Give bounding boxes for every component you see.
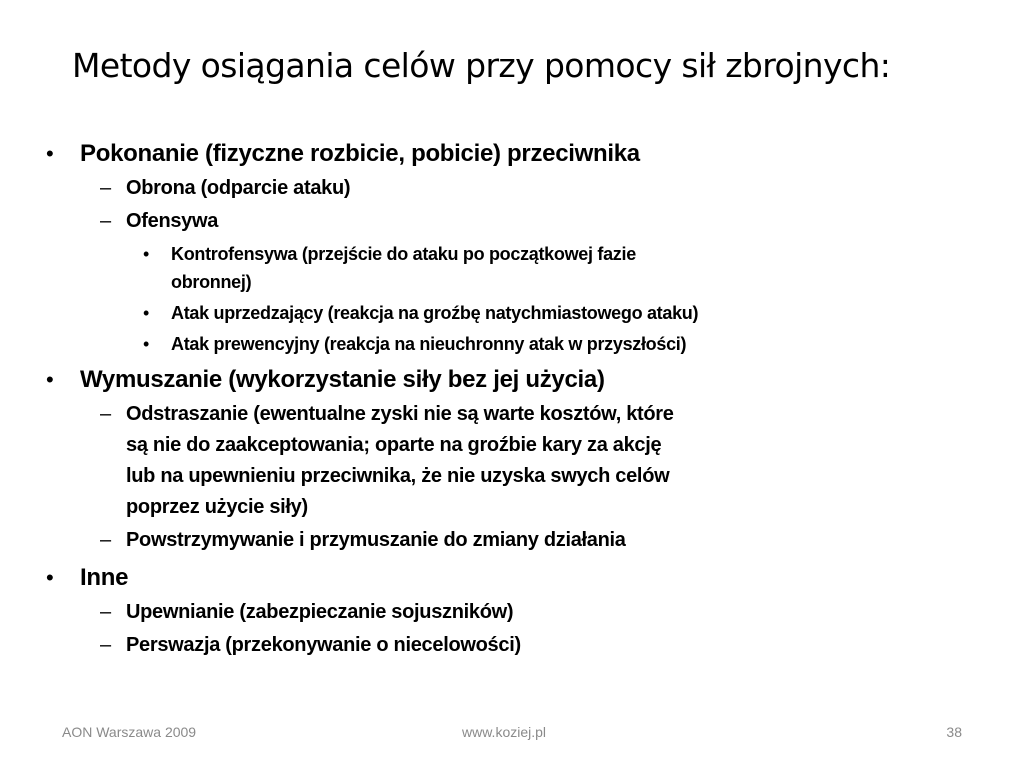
bullet-marker: • (46, 367, 54, 392)
list-item-text: Wymuszanie (wykorzystanie siły bez jej użycia) (80, 366, 605, 393)
list-item-text: Obrona (odparcie ataku) (126, 177, 351, 199)
footer-website: www.koziej.pl (462, 724, 547, 740)
dash-marker: – (100, 529, 111, 551)
slide-number: 38 (946, 724, 962, 740)
bullet-list (40, 132, 980, 661)
list-item-text: poprzez użycie siły) (126, 496, 308, 518)
list-item-text: Atak uprzedzający (reakcja na groźbę natychmiastowego ataku) (171, 303, 699, 323)
dash-marker: – (100, 210, 111, 232)
list-item-text: Powstrzymywanie i przymuszanie do zmiany działania (126, 529, 626, 551)
list-item-level-2 (40, 630, 980, 661)
list-item-level-2 (40, 399, 980, 523)
list-item-level-2 (40, 206, 980, 237)
list-item-text: Atak prewencyjny (reakcja na nieuchronny atak w przyszłości) (171, 334, 687, 354)
list-item-text: są nie do zaakceptowania; oparte na groźbie kary za akcję (126, 434, 662, 456)
dash-marker: – (100, 601, 111, 623)
list-item-text: Perswazja (przekonywanie o niecelowości) (126, 634, 521, 656)
list-item-text: Upewnianie (zabezpieczanie sojuszników) (126, 601, 514, 623)
list-item-text: lub na upewnieniu przeciwnika, że nie uzyska swych celów (126, 465, 670, 487)
bullet-marker: • (143, 303, 150, 323)
list-item-level-3 (40, 330, 980, 358)
list-item-text: Odstraszanie (ewentualne zyski nie są warte kosztów, które (126, 403, 674, 425)
list-item-level-2 (40, 525, 980, 556)
dash-marker: – (100, 634, 111, 656)
dash-marker: – (100, 403, 111, 425)
list-item-text: Pokonanie (fizyczne rozbicie, pobicie) przeciwnika (80, 140, 640, 167)
bullet-marker: • (46, 141, 54, 166)
list-item-level-3 (40, 240, 980, 296)
list-item-level-1 (40, 363, 980, 397)
list-item-text: Inne (80, 564, 129, 591)
list-item-level-2 (40, 173, 980, 204)
bullet-marker: • (46, 565, 54, 590)
list-item-text: Kontrofensywa (przejście do ataku po początkowej fazie (171, 244, 636, 264)
list-item-text: Ofensywa (126, 210, 219, 232)
list-item-level-1 (40, 137, 980, 171)
list-item-level-3 (40, 299, 980, 327)
dash-marker: – (100, 177, 111, 199)
footer-left-text: AON Warszawa 2009 (62, 724, 197, 740)
bullet-marker: • (143, 334, 150, 354)
list-item-text: obronnej) (171, 272, 252, 292)
list-item-level-1 (40, 561, 980, 595)
slide-title: Metody osiągania celów przy pomocy sił zbrojnych: (72, 46, 891, 85)
bullet-marker: • (143, 244, 150, 264)
list-item-level-2 (40, 597, 980, 628)
